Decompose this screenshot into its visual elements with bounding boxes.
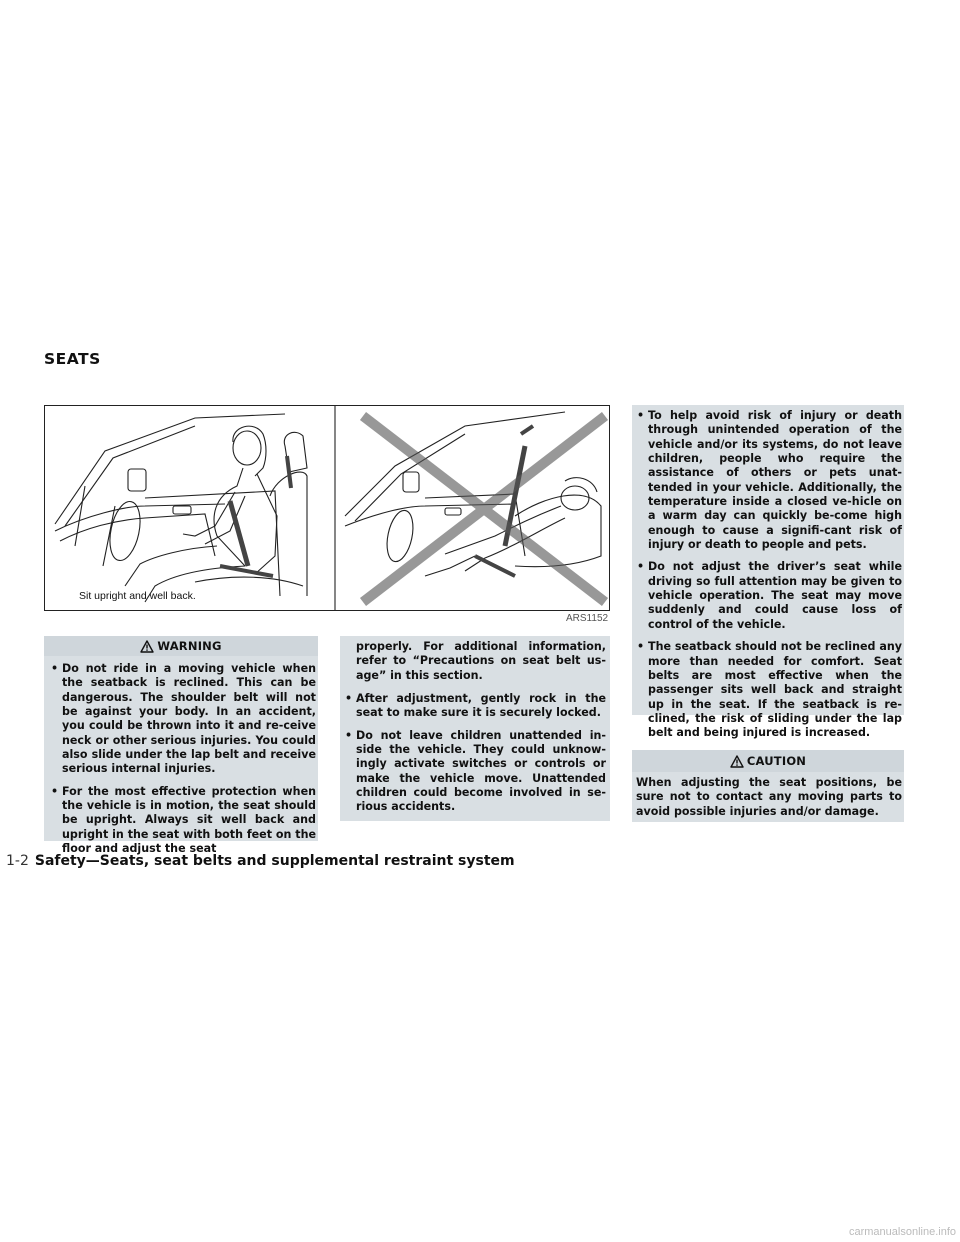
seat-illustration (44, 405, 610, 611)
page-footer (6, 852, 515, 869)
warning-header-label: WARNING (157, 639, 222, 653)
warning-list-col1 (50, 662, 316, 864)
list-item: • Do not ride in a moving vehicle when the seatback is reclined. This can be dangerous. The shoulder belt will not be against your body. In an accident, you could be thrown into it and re-ceive neck or other serious injuries. You could also slide under the lap belt and receive serious internal injuries. (50, 662, 316, 777)
chapter-title: Safety—Seats, seat belts and supplemental restraint system (34, 853, 515, 869)
warning-list-col2 (344, 692, 606, 823)
caution-text: When adjusting the seat positions, be sure not to contact any moving parts to avoid possible injuries and/or damage. (636, 776, 902, 818)
warning-triangle-icon (140, 640, 154, 653)
caution-header (632, 750, 904, 772)
list-item: • After adjustment, gently rock in the seat to make sure it is securely locked. (344, 692, 606, 721)
figure-caption: Sit upright and well back. (79, 590, 196, 602)
list-item: • The seatback should not be reclined any more than needed for comfort. Seat belts are most effective when the passenger sits well back and straight up in the seat. If the seatback is re-clined, the risk of sliding under the lap belt and being injured is increased. (636, 640, 902, 740)
warning-continuation: properly. For additional information, refer to “Precautions on seat belt us-age” in this section. (356, 640, 606, 682)
page-number: 1-2 (6, 853, 29, 869)
section-title: SEATS (44, 350, 101, 368)
warning-triangle-icon (730, 755, 744, 768)
warning-header (44, 636, 318, 656)
warning-list-col3 (636, 409, 902, 749)
list-item: • Do not leave children unattended in-side the vehicle. They could unknow-ingly activate switches or controls or make the vehicle move. Unattended children could become involved in se-rious accidents. (344, 729, 606, 815)
caution-header-label: CAUTION (746, 754, 807, 768)
figure-id: ARS1152 (566, 613, 609, 624)
list-item: • To help avoid risk of injury or death through unintended operation of the vehicle and/or its systems, do not leave children, people who require the assistance of others or pets unat-tended in your vehicle. Additionally, the temperature inside a closed ve-hicle on a warm day can quickly be-come high enough to cause a signifi-cant risk of injury or death to people and pets. (636, 409, 902, 552)
list-item: • Do not adjust the driver’s seat while driving so full attention may be given to vehicle operation. The seat may move suddenly and could cause loss of control of the vehicle. (636, 560, 902, 632)
list-item: • For the most effective protection when the vehicle is in motion, the seat should be upright. Always sit well back and upright in the seat with both feet on the floor and adjust the seat (50, 785, 316, 857)
seat-illustration-drawing (45, 406, 610, 611)
watermark: carmanualsonline.info (848, 1226, 956, 1238)
